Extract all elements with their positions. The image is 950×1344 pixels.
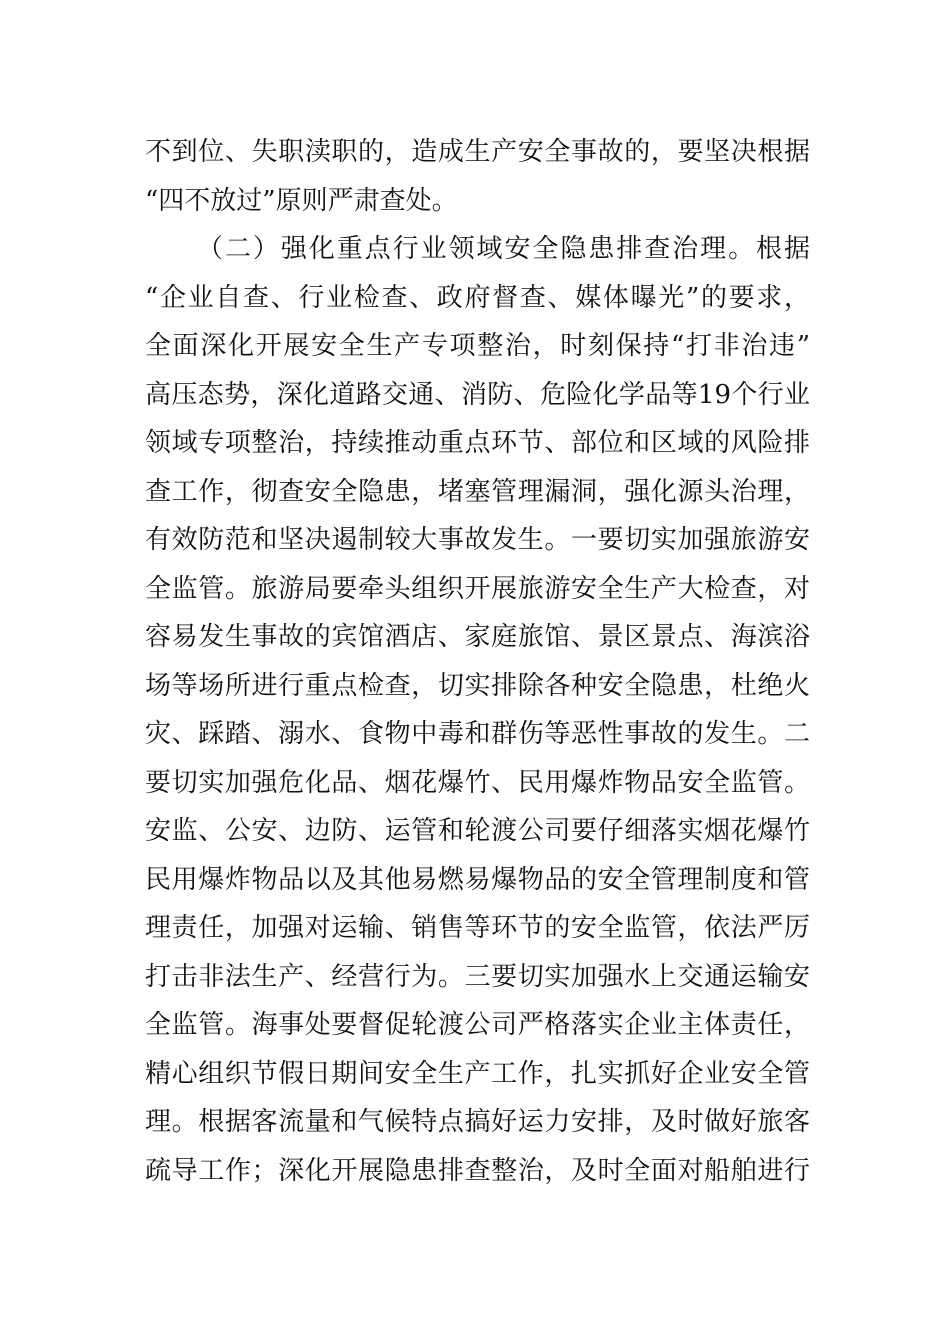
text-line: 精心组织节假日期间安全生产工作，扎实抓好企业安全管 <box>145 1058 810 1089</box>
text-line: 要切实加强危化品、烟花爆竹、民用爆炸物品安全监管。 <box>145 767 810 798</box>
text-line: 安监、公安、边防、运管和轮渡公司要仔细落实烟花爆竹 <box>145 816 810 846</box>
text-line: 理。根据客流量和气候特点搞好运力安排，及时做好旅客 <box>145 1107 810 1137</box>
text-line: 查工作，彻查安全隐患，堵塞管理漏洞，强化源头治理， <box>145 476 810 507</box>
text-line: 不到位、失职渎职的，造成生产安全事故的，要坚决根据 <box>145 137 810 167</box>
text-line: “四不放过”原则严肃查处。 <box>145 185 458 216</box>
text-line: “企业自查、行业检查、政府督查、媒体曝光”的要求， <box>145 282 810 313</box>
text-line: 容易发生事故的宾馆酒店、家庭旅馆、景区景点、海滨浴 <box>145 622 810 652</box>
text-line: 有效防范和坚决遏制较大事故发生。一要切实加强旅游安 <box>145 525 810 555</box>
text-line: 场等场所进行重点检查，切实排除各种安全隐患，杜绝火 <box>145 670 810 701</box>
section-heading-line: （二）强化重点行业领域安全隐患排查治理。根据 <box>197 234 810 264</box>
text-line: 理责任，加强对运输、销售等环节的安全监管，依法严厉 <box>145 913 810 943</box>
body-text <box>145 128 810 1195</box>
text-line: 领域专项整治，持续推动重点环节、部位和区域的风险排 <box>145 428 810 458</box>
text-line: 疏导工作；深化开展隐患排查整治，及时全面对船舶进行 <box>145 1155 810 1186</box>
text-line: 全面深化开展安全生产专项整治，时刻保持“打非治违” <box>145 331 810 361</box>
text-line: 民用爆炸物品以及其他易燃易爆物品的安全管理制度和管 <box>145 864 810 895</box>
text-line: 高压态势，深化道路交通、消防、危险化学品等19个行业 <box>145 379 810 410</box>
text-line: 全监管。海事处要督促轮渡公司严格落实企业主体责任， <box>145 1010 810 1040</box>
text-line: 全监管。旅游局要牵头组织开展旅游安全生产大检查，对 <box>145 573 810 604</box>
text-line: 打击非法生产、经营行为。三要切实加强水上交通运输安 <box>145 961 810 992</box>
text-line: 灾、踩踏、溺水、食物中毒和群伤等恶性事故的发生。二 <box>145 719 810 749</box>
